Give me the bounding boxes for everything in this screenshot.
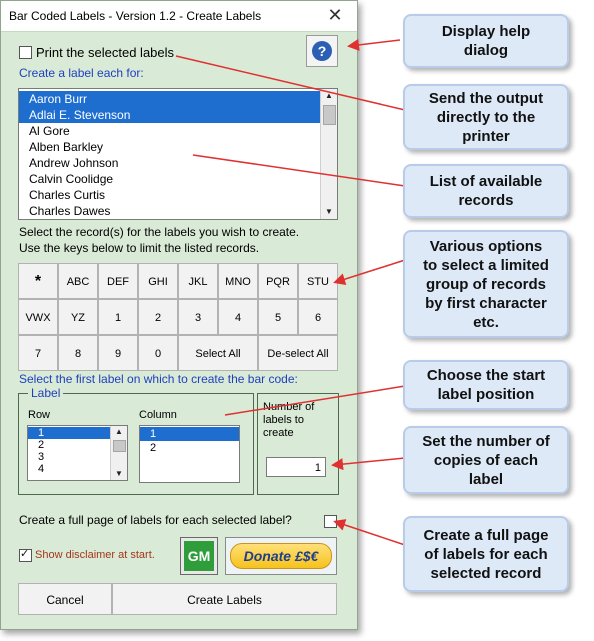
- arrow-fullpage: [336, 522, 405, 545]
- arrow-start: [225, 386, 405, 415]
- callout-copies: Set the number of copies of each label: [403, 426, 569, 494]
- row-label: Row: [28, 409, 51, 421]
- key-stu[interactable]: STU: [298, 263, 338, 299]
- instructions-line1: Select the record(s) for the labels you wish to create.: [19, 225, 300, 239]
- scroll-down-icon[interactable]: ▼: [325, 207, 333, 216]
- key-7[interactable]: 7: [18, 335, 58, 371]
- list-item[interactable]: 2: [150, 442, 157, 454]
- key-5[interactable]: 5: [258, 299, 298, 335]
- donate-badge: Donate £$€: [230, 543, 332, 569]
- list-item[interactable]: 1: [140, 427, 239, 441]
- full-page-label: Create a full page of labels for each selected label?: [19, 513, 292, 527]
- checkmark-icon: ✓: [20, 548, 30, 560]
- key-3[interactable]: 3: [178, 299, 218, 335]
- callout-fullpage: Create a full page of labels for each selected record: [403, 516, 569, 592]
- list-item[interactable]: 3: [38, 451, 45, 463]
- close-icon[interactable]: ✕: [327, 5, 343, 25]
- column-label: Column: [139, 409, 177, 421]
- key-def[interactable]: DEF: [98, 263, 138, 299]
- key-mno[interactable]: MNO: [218, 263, 258, 299]
- key-1[interactable]: 1: [98, 299, 138, 335]
- create-labels-button[interactable]: Create Labels: [112, 583, 337, 615]
- list-item[interactable]: Al Gore: [29, 124, 70, 138]
- scroll-up-icon[interactable]: ▲: [325, 91, 333, 100]
- list-item[interactable]: Adlai E. Stevenson: [19, 107, 320, 123]
- key-abc[interactable]: ABC: [58, 263, 98, 299]
- key-2[interactable]: 2: [138, 299, 178, 335]
- list-item[interactable]: Calvin Coolidge: [29, 172, 114, 186]
- help-icon: ?: [312, 41, 332, 61]
- list-item[interactable]: Andrew Johnson: [29, 156, 119, 170]
- key-9[interactable]: 9: [98, 335, 138, 371]
- scroll-down-icon[interactable]: ▼: [115, 469, 123, 478]
- arrow-help: [350, 40, 400, 46]
- arrow-records: [193, 155, 405, 186]
- key-pqr[interactable]: PQR: [258, 263, 298, 299]
- list-item[interactable]: Aaron Burr: [19, 91, 320, 107]
- key-6[interactable]: 6: [298, 299, 338, 335]
- cancel-button[interactable]: Cancel: [18, 583, 112, 615]
- callout-keys: Various options to select a limited group of records by first character etc.: [403, 230, 569, 338]
- key-star[interactable]: *: [18, 263, 58, 299]
- callout-help: Display help dialog: [403, 14, 569, 68]
- callout-printer: Send the output directly to the printer: [403, 84, 569, 150]
- window-title: Bar Coded Labels - Version 1.2 - Create Labels: [9, 9, 262, 23]
- instructions-line2: Use the keys below to limit the listed records.: [19, 241, 260, 255]
- deselect-all-button[interactable]: De-select All: [258, 335, 338, 371]
- gm-logo: GM: [184, 541, 214, 571]
- list-item[interactable]: Charles Curtis: [29, 188, 106, 202]
- copies-input[interactable]: 1: [266, 457, 326, 477]
- key-0[interactable]: 0: [138, 335, 178, 371]
- key-jkl[interactable]: JKL: [178, 263, 218, 299]
- label-frame-title: Label: [28, 386, 63, 400]
- list-item[interactable]: Charles Dawes: [29, 204, 111, 218]
- key-4[interactable]: 4: [218, 299, 258, 335]
- key-8[interactable]: 8: [58, 335, 98, 371]
- callout-records: List of available records: [403, 164, 569, 218]
- list-item[interactable]: 4: [38, 463, 45, 475]
- arrow-keys: [336, 260, 405, 282]
- start-label-heading: Select the first label on which to create the bar code:: [19, 372, 298, 386]
- disclaimer-label: Show disclaimer at start.: [35, 549, 155, 561]
- key-ghi[interactable]: GHI: [138, 263, 178, 299]
- list-item[interactable]: 2: [38, 439, 45, 451]
- list-item[interactable]: Alben Barkley: [29, 140, 104, 154]
- key-yz[interactable]: YZ: [58, 299, 98, 335]
- copies-label: Number of labels to create: [263, 401, 331, 440]
- select-all-button[interactable]: Select All: [178, 335, 258, 371]
- arrow-copies: [334, 458, 405, 465]
- arrow-printer: [176, 56, 405, 110]
- scroll-up-icon[interactable]: ▲: [115, 427, 123, 436]
- key-vwx[interactable]: VWX: [18, 299, 58, 335]
- print-selected-label: Print the selected labels: [36, 45, 175, 60]
- create-each-label: Create a label each for:: [19, 66, 144, 80]
- list-item[interactable]: 1: [28, 427, 110, 439]
- callout-start: Choose the start label position: [403, 360, 569, 410]
